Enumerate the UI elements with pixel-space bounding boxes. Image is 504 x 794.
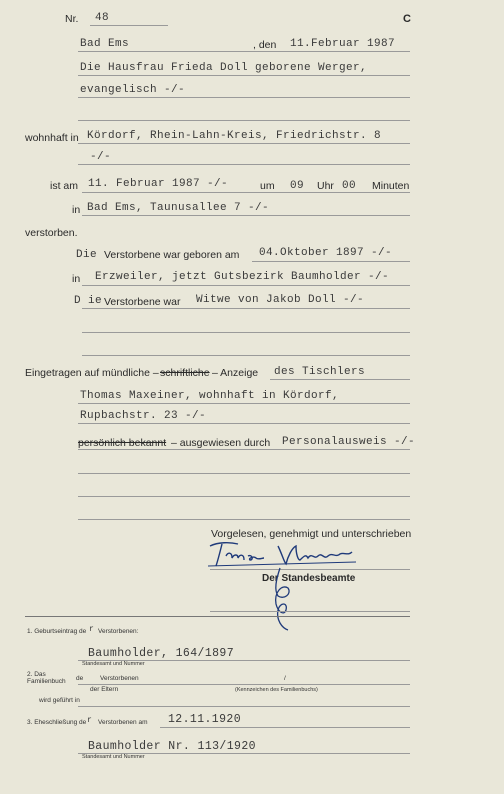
death-place: Bad Ems, Taunusallee 7 -/- xyxy=(87,202,270,214)
birth-prefix: Die xyxy=(76,249,98,261)
reporter-line-3: Rupbachstr. 23 -/- xyxy=(80,410,207,422)
birth-place: Erzweiler, jetzt Gutsbezirk Baumholder -/- xyxy=(95,271,390,283)
line-blank-1 xyxy=(78,120,410,121)
minuten-label: Minuten xyxy=(372,180,410,192)
note1-rest: Verstorbenen: xyxy=(98,628,139,635)
status-text: Verstorbene war xyxy=(104,296,181,308)
note2-kennzeichen: (Kennzeichen des Familienbuchs) xyxy=(235,687,318,693)
note2-verstorbenen: Verstorbenen xyxy=(100,675,139,682)
registrar-title: Der Standesbeamte xyxy=(262,573,356,584)
registrar-signature-graphic xyxy=(262,566,312,636)
line-residence-1 xyxy=(78,143,410,144)
report-struck-written: schriftliche xyxy=(160,367,210,379)
corner-letter: C xyxy=(403,13,411,25)
note3-r: r xyxy=(87,716,93,725)
nr-label: Nr. xyxy=(65,13,79,25)
note2-num: 2. Das xyxy=(27,671,46,678)
verstorben-label: verstorben. xyxy=(25,227,78,239)
line-death-place xyxy=(82,215,410,216)
line-registrar-signature xyxy=(210,611,410,612)
line-blank-5 xyxy=(78,496,410,497)
line-birth-date xyxy=(252,261,410,262)
birth-date: 04.Oktober 1897 -/- xyxy=(259,247,393,259)
birth-in-label: in xyxy=(72,273,81,285)
line-blank-4 xyxy=(78,473,410,474)
line-blank-3 xyxy=(82,355,410,356)
deceased-line-2: evangelisch -/- xyxy=(80,84,186,96)
death-minutes: 00 xyxy=(342,180,357,192)
line-note2 xyxy=(78,684,410,685)
note2-familienbuch: Familienbuch xyxy=(27,678,66,685)
place-of-registration: Bad Ems xyxy=(80,38,130,50)
line-status xyxy=(82,308,410,309)
status-value: Witwe von Jakob Doll -/- xyxy=(196,294,365,306)
line-blank-6 xyxy=(78,519,410,520)
line-note2b xyxy=(78,706,410,707)
den-label: , den xyxy=(253,39,277,51)
note3-value: Baumholder Nr. 113/1920 xyxy=(88,740,256,753)
note3-date: 12.11.1920 xyxy=(168,713,242,726)
note1-value: Baumholder, 164/1897 xyxy=(88,647,235,660)
separator-line xyxy=(25,616,410,617)
note1-r: r xyxy=(89,625,95,634)
ausgewiesen-label: – ausgewiesen durch xyxy=(171,437,271,449)
line-birth-place xyxy=(82,285,410,286)
birth-text: Verstorbene war geboren am xyxy=(104,249,240,261)
line-note3-date xyxy=(160,727,410,728)
line-reporter-1 xyxy=(270,379,410,380)
residence-line-1: Kördorf, Rhein-Lahn-Kreis, Friedrichstr. 8 xyxy=(87,130,382,142)
reporter-line-2: Thomas Maxeiner, wohnhaft in Kördorf, xyxy=(80,390,340,402)
report-text-a: Eingetragen auf mündliche – xyxy=(25,367,159,379)
line-deceased-1 xyxy=(78,75,410,76)
line-blank-2 xyxy=(82,332,410,333)
um-label: um xyxy=(260,180,275,192)
line-residence-2 xyxy=(78,164,410,165)
death-hour: 09 xyxy=(290,180,305,192)
line-deceased-2 xyxy=(78,97,410,98)
death-in-label: in xyxy=(72,204,81,216)
nr-line xyxy=(90,25,168,26)
line-reporter-3 xyxy=(78,423,410,424)
report-text-b: – Anzeige xyxy=(212,367,259,379)
reporter-line-1: des Tischlers xyxy=(274,366,366,378)
status-prefix: D ie xyxy=(74,295,103,307)
note1-sub: Standesamt und Nummer xyxy=(82,661,145,667)
line-reporter-2 xyxy=(78,403,410,404)
deceased-line-1: Die Hausfrau Frieda Doll geborene Werger, xyxy=(80,62,368,74)
line-place xyxy=(78,51,410,52)
note2-wird-gefuehrt: wird geführt in xyxy=(39,697,80,704)
note2-de: de xyxy=(76,675,84,682)
id-document: Personalausweis -/- xyxy=(282,436,416,448)
death-date: 11. Februar 1987 -/- xyxy=(88,178,229,190)
registration-date: 11.Februar 1987 xyxy=(290,38,396,50)
residence-line-2: -/- xyxy=(90,151,112,163)
note3-label: 3. Eheschließung de xyxy=(27,719,87,726)
nr-value: 48 xyxy=(95,12,110,24)
uhr-label: Uhr xyxy=(317,180,334,192)
ist-am-label: ist am xyxy=(50,180,79,192)
note2-slash: / xyxy=(284,675,286,682)
read-approved-text: Vorgelesen, genehmigt und unterschrieben xyxy=(211,528,412,540)
note3-sub: Standesamt und Nummer xyxy=(82,754,145,760)
note2-eltern: der Eltern xyxy=(90,686,119,693)
note1-label: 1. Geburtseintrag de xyxy=(27,628,87,635)
line-id xyxy=(78,449,410,450)
note3-rest: Verstorbenen am xyxy=(98,719,148,726)
known-struck: persönlich bekannt xyxy=(78,437,167,449)
line-death-date xyxy=(82,192,410,193)
wohnhaft-label: wohnhaft in xyxy=(25,132,79,144)
